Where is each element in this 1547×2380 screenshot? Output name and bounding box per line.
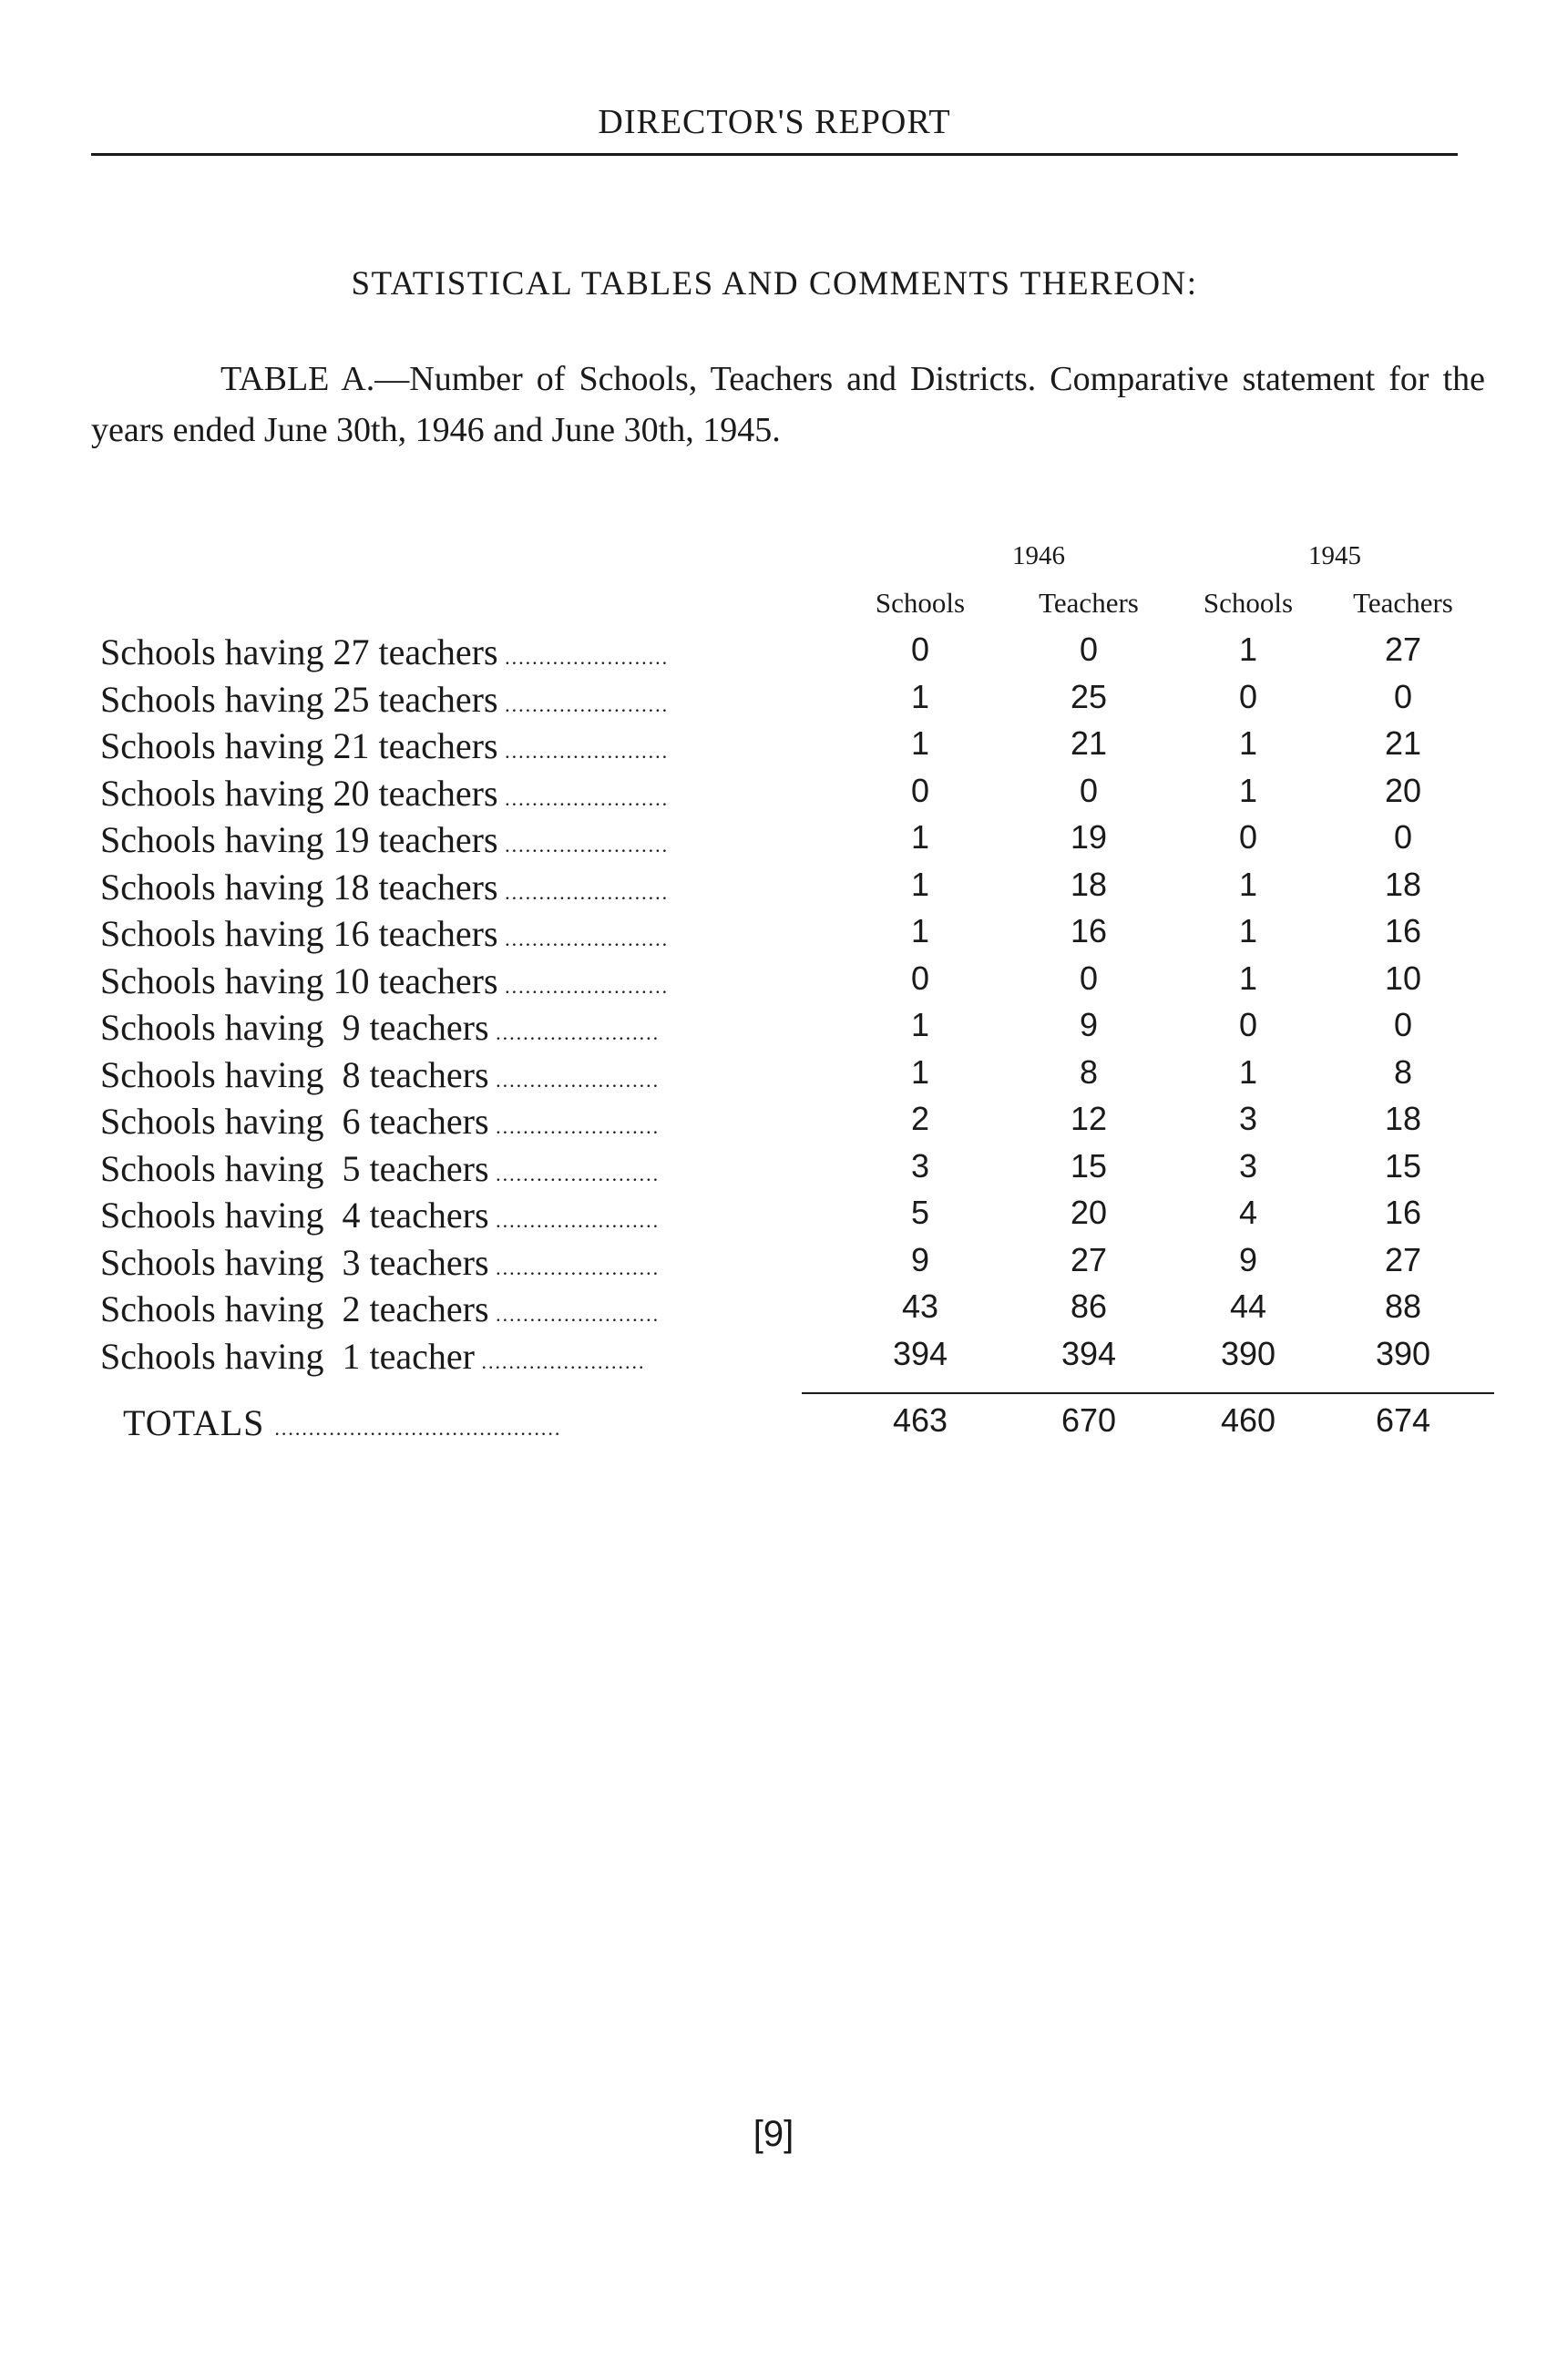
cell-schools-1945: 1 — [1238, 959, 1258, 997]
header-rule — [91, 153, 1458, 156]
cell-teachers-1945: 0 — [1393, 818, 1413, 856]
row-label: Schools having 1 teacher ........................ — [100, 1335, 646, 1377]
cell-schools-1945: 1 — [1238, 1052, 1258, 1091]
row-label-text: Schools having 18 teachers — [100, 866, 498, 908]
cell-schools-1946: 1 — [910, 865, 930, 903]
cell-teachers-1946: 19 — [1070, 818, 1108, 856]
row-label: Schools having 9 teachers ........................ — [100, 1007, 661, 1048]
table-row — [0, 1006, 1547, 1053]
table-row — [0, 1100, 1547, 1147]
cell-teachers-1946: 21 — [1070, 724, 1108, 762]
year-label-1946: 1946 — [1012, 541, 1065, 570]
table-row — [0, 724, 1547, 772]
row-label-text: Schools having 20 teachers — [100, 772, 498, 814]
cell-teachers-1945: 27 — [1384, 1240, 1422, 1278]
cell-teachers-1946: 15 — [1070, 1146, 1108, 1185]
cell-schools-1945: 1 — [1238, 631, 1258, 668]
cell-schools-1945: 9 — [1238, 1240, 1258, 1278]
cell-teachers-1946: 394 — [1060, 1334, 1117, 1372]
table-row — [0, 912, 1547, 959]
cell-schools-1946: 1 — [910, 818, 930, 856]
cell-teachers-1945: 20 — [1384, 771, 1422, 809]
totals-label: TOTALS .......................................... — [123, 1402, 562, 1443]
table-row — [0, 1053, 1547, 1101]
row-label: Schools having 5 teachers ........................ — [100, 1147, 661, 1189]
row-label-text: Schools having 5 teachers — [100, 1147, 489, 1189]
column-header-schools-1945: Schools — [1203, 587, 1294, 619]
row-label: Schools having 8 teachers ........................ — [100, 1053, 661, 1095]
cell-schools-1946: 394 — [892, 1334, 948, 1372]
cell-schools-1946: 2 — [910, 1100, 930, 1137]
section-heading: STATISTICAL TABLES AND COMMENTS THEREON: — [351, 265, 1198, 303]
cell-schools-1945: 0 — [1238, 1006, 1258, 1043]
totals-rule — [802, 1392, 1494, 1394]
row-label-text: Schools having 21 teachers — [100, 725, 498, 766]
row-label: Schools having 4 teachers ........................ — [100, 1195, 661, 1236]
row-label-text: Schools having 3 teachers — [100, 1241, 489, 1283]
row-label: Schools having 18 teachers ........................ — [100, 866, 670, 908]
totals-row — [0, 1401, 1547, 1449]
cell-schools-1945: 4 — [1238, 1194, 1258, 1231]
cell-teachers-1946: 8 — [1079, 1052, 1099, 1091]
row-label-text: Schools having 2 teachers — [100, 1288, 489, 1329]
cell-schools-1946: 1 — [910, 1006, 930, 1043]
row-label-text: Schools having 25 teachers — [100, 678, 498, 720]
table-row — [0, 631, 1547, 678]
row-label: Schools having 2 teachers ........................ — [100, 1288, 661, 1329]
cell-schools-1946: 43 — [901, 1287, 939, 1325]
cell-schools-1946: 0 — [910, 771, 930, 809]
column-header-schools-1946: Schools — [875, 587, 966, 619]
table-row — [0, 1335, 1547, 1382]
cell-teachers-1945: 27 — [1384, 631, 1422, 668]
cell-teachers-1945: 8 — [1393, 1052, 1413, 1091]
table-row — [0, 1241, 1547, 1288]
row-label-text: Schools having 6 teachers — [100, 1101, 489, 1142]
totals-schools-1945: 460 — [1220, 1401, 1276, 1439]
cell-teachers-1945: 16 — [1384, 1194, 1422, 1231]
row-label-text: Schools having 4 teachers — [100, 1195, 489, 1236]
cell-schools-1946: 3 — [910, 1146, 930, 1185]
cell-teachers-1946: 0 — [1079, 959, 1099, 997]
cell-teachers-1945: 10 — [1384, 959, 1422, 997]
page-number: [9] — [753, 2114, 794, 2154]
cell-teachers-1946: 18 — [1070, 865, 1108, 903]
cell-teachers-1946: 12 — [1070, 1100, 1108, 1137]
row-label: Schools having 19 teachers ........................ — [100, 819, 670, 860]
cell-schools-1946: 1 — [910, 912, 930, 949]
cell-teachers-1946: 86 — [1070, 1287, 1108, 1325]
intro-paragraph: TABLE A.—Number of Schools, Teachers and Districts. Comparative statement for the years ended June 30th, 1946 and June 30th, 1945. — [91, 360, 1485, 449]
running-head: DIRECTOR'S REPORT — [598, 103, 951, 141]
cell-teachers-1946: 0 — [1079, 771, 1099, 809]
cell-teachers-1945: 0 — [1393, 1006, 1413, 1043]
cell-teachers-1945: 390 — [1375, 1334, 1431, 1372]
year-label-1945: 1945 — [1308, 541, 1361, 570]
row-label: Schools having 16 teachers ........................ — [100, 913, 670, 954]
cell-teachers-1946: 0 — [1079, 631, 1099, 668]
totals-teachers-1946: 670 — [1060, 1401, 1117, 1439]
row-label-text: Schools having 9 teachers — [100, 1007, 489, 1048]
cell-schools-1945: 0 — [1238, 818, 1258, 856]
row-label: Schools having 27 teachers ........................ — [100, 631, 670, 672]
cell-teachers-1946: 25 — [1070, 677, 1108, 715]
row-label-text: Schools having 8 teachers — [100, 1053, 489, 1095]
row-label: Schools having 21 teachers ........................ — [100, 725, 670, 766]
table-row — [0, 1194, 1547, 1241]
cell-schools-1945: 1 — [1238, 865, 1258, 903]
table-row — [0, 678, 1547, 725]
totals-schools-1946: 463 — [892, 1401, 948, 1439]
cell-teachers-1945: 16 — [1384, 912, 1422, 949]
cell-schools-1946: 0 — [910, 631, 930, 668]
row-label-text: Schools having 19 teachers — [100, 819, 498, 860]
column-header-teachers-1945: Teachers — [1353, 587, 1453, 619]
cell-teachers-1946: 16 — [1070, 912, 1108, 949]
cell-teachers-1946: 27 — [1070, 1240, 1108, 1278]
table-row — [0, 866, 1547, 913]
cell-schools-1946: 1 — [910, 677, 930, 715]
cell-schools-1945: 0 — [1238, 677, 1258, 715]
cell-schools-1945: 1 — [1238, 912, 1258, 949]
cell-teachers-1945: 18 — [1384, 865, 1422, 903]
cell-schools-1946: 1 — [910, 724, 930, 762]
cell-schools-1945: 44 — [1229, 1287, 1267, 1325]
cell-teachers-1945: 15 — [1384, 1146, 1422, 1185]
table-row — [0, 772, 1547, 819]
column-header-teachers-1946: Teachers — [1039, 587, 1139, 619]
cell-teachers-1945: 0 — [1393, 677, 1413, 715]
table-row — [0, 818, 1547, 866]
row-label: Schools having 3 teachers ........................ — [100, 1241, 661, 1283]
cell-schools-1945: 390 — [1220, 1334, 1276, 1372]
cell-schools-1946: 0 — [910, 959, 930, 997]
row-label-text: Schools having 16 teachers — [100, 913, 498, 954]
cell-schools-1945: 3 — [1238, 1146, 1258, 1185]
totals-teachers-1945: 674 — [1375, 1401, 1431, 1439]
row-label-text: Schools having 1 teacher — [100, 1335, 475, 1377]
cell-schools-1945: 1 — [1238, 724, 1258, 762]
row-label-text: Schools having 10 teachers — [100, 959, 498, 1001]
row-label: Schools having 20 teachers ........................ — [100, 772, 670, 814]
table-row — [0, 959, 1547, 1007]
cell-teachers-1945: 88 — [1384, 1287, 1422, 1325]
table-row — [0, 1147, 1547, 1195]
cell-schools-1946: 9 — [910, 1240, 930, 1278]
row-label: Schools having 10 teachers ........................ — [100, 959, 670, 1001]
cell-schools-1946: 5 — [910, 1194, 930, 1231]
cell-schools-1945: 3 — [1238, 1100, 1258, 1137]
cell-teachers-1946: 20 — [1070, 1194, 1108, 1231]
cell-schools-1946: 1 — [910, 1052, 930, 1091]
table-row — [0, 1287, 1547, 1335]
row-label-text: Schools having 27 teachers — [100, 631, 498, 672]
cell-teachers-1945: 18 — [1384, 1100, 1422, 1137]
cell-schools-1945: 1 — [1238, 771, 1258, 809]
row-label: Schools having 25 teachers ........................ — [100, 678, 670, 720]
cell-teachers-1945: 21 — [1384, 724, 1422, 762]
row-label: Schools having 6 teachers ........................ — [100, 1101, 661, 1142]
cell-teachers-1946: 9 — [1079, 1006, 1099, 1043]
